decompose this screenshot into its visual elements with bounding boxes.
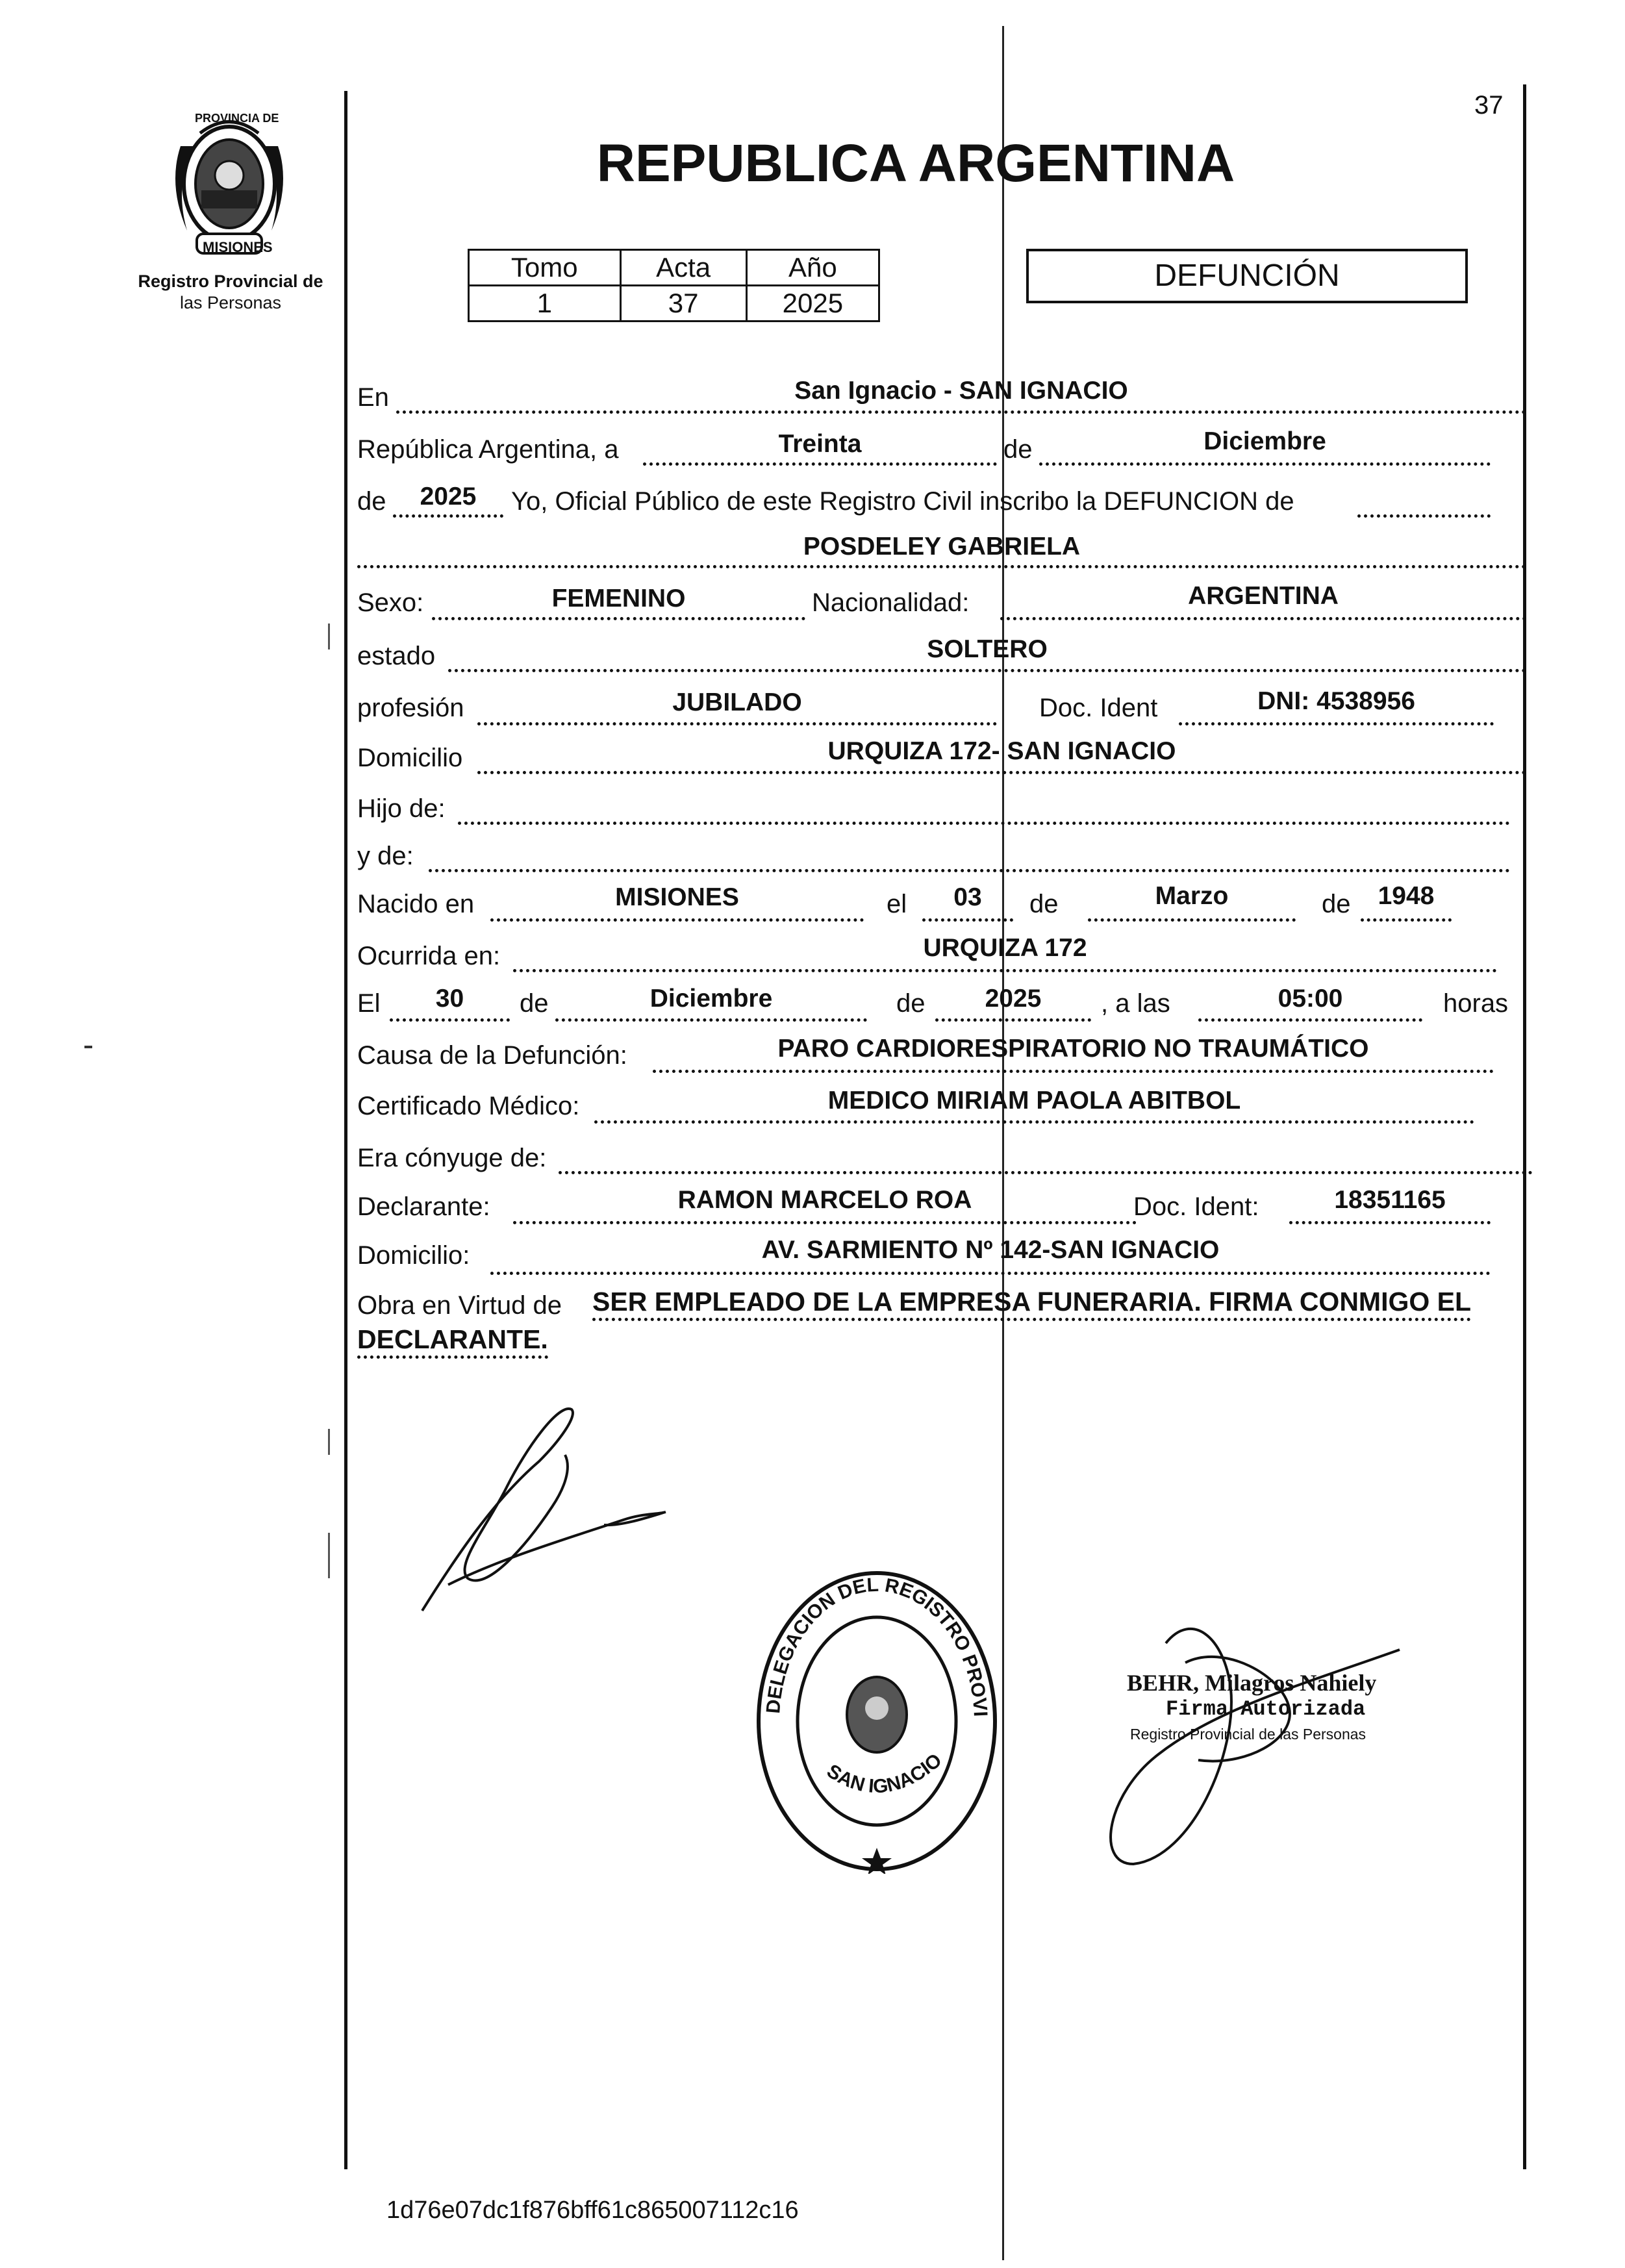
emblem-text-top: PROVINCIA DE — [195, 112, 279, 125]
dots-hijo-de — [458, 822, 1510, 825]
label-estado: estado — [357, 642, 436, 670]
value-lugar: San Ignacio - SAN IGNACIO — [794, 377, 1128, 405]
registry-name-line2: las Personas — [179, 293, 282, 312]
dots-declarante-doc — [1289, 1221, 1491, 1224]
emblem-text-bottom: MISIONES — [203, 239, 273, 255]
label-doc-ident-declarante: Doc. Ident: — [1133, 1192, 1259, 1221]
dots-inscribo — [1357, 514, 1491, 518]
stamp-line1: BEHR, Milagros Nahiely — [1127, 1670, 1377, 1696]
label-nacionalidad: Nacionalidad: — [812, 588, 970, 617]
volume-value-anio: 2025 — [746, 286, 879, 321]
label-profesion: profesión — [357, 694, 464, 722]
label-nacido-en: Nacido en — [357, 890, 475, 918]
dots-documento — [1179, 722, 1494, 725]
scan-mark — [84, 1046, 92, 1048]
value-nac-anio: 1948 — [1378, 882, 1435, 910]
value-declarante: RAMON MARCELO ROA — [677, 1186, 972, 1214]
authorized-stamp — [1094, 1598, 1432, 1884]
dots-lugar — [396, 410, 1526, 414]
delegation-seal — [753, 1569, 1000, 1874]
value-estado-civil: SOLTERO — [927, 635, 1048, 663]
volume-value-tomo: 1 — [469, 286, 621, 321]
value-domicilio: URQUIZA 172- SAN IGNACIO — [827, 737, 1176, 765]
dots-nacido-en — [490, 918, 864, 922]
dots-estado — [448, 669, 1526, 672]
dots-certificado — [594, 1120, 1474, 1124]
value-declarante-domicilio: AV. SARMIENTO Nº 142-SAN IGNACIO — [761, 1236, 1220, 1264]
label-de-nac-anio: de — [1322, 890, 1351, 918]
value-obra-line1: SER EMPLEADO DE LA EMPRESA FUNERARIA. FIRMA CONMIGO EL — [592, 1289, 1471, 1321]
dots-conyuge — [559, 1171, 1533, 1174]
value-nac-dia: 03 — [953, 883, 982, 911]
dots-profesion — [477, 722, 997, 725]
dots-declarante-domicilio — [490, 1272, 1491, 1275]
label-republica: República Argentina, a — [357, 435, 619, 464]
dots-def-hora — [1198, 1018, 1422, 1022]
label-certificado: Certificado Médico: — [357, 1092, 580, 1120]
dots-nac-anio — [1361, 918, 1452, 922]
dots-def-dia — [390, 1018, 510, 1022]
value-def-anio: 2025 — [985, 985, 1042, 1013]
page-number: 37 — [1474, 91, 1504, 120]
label-conyuge: Era cónyuge de: — [357, 1144, 547, 1172]
volume-table-values — [469, 286, 879, 321]
scan-mark — [328, 1429, 330, 1455]
left-margin-rule — [344, 91, 347, 2169]
dots-y-de — [429, 869, 1510, 872]
scan-mark — [328, 624, 330, 649]
label-obra: Obra en Virtud de — [357, 1291, 562, 1320]
svg-text:SAN IGNACIO — [823, 1750, 946, 1798]
label-doc-ident: Doc. Ident — [1039, 694, 1158, 722]
label-de-def-mes: de — [520, 989, 549, 1018]
value-def-mes: Diciembre — [649, 985, 773, 1013]
label-de-anio: de — [357, 487, 386, 516]
label-el-cap: El — [357, 989, 381, 1018]
dots-nac-mes — [1088, 918, 1296, 922]
label-en: En — [357, 383, 389, 412]
label-de-nac-mes: de — [1029, 890, 1059, 918]
dots-dia-letras — [643, 462, 997, 466]
dots-declarante — [513, 1221, 1137, 1224]
dots-mes — [1039, 462, 1491, 466]
value-nacionalidad: ARGENTINA — [1188, 582, 1339, 610]
value-ocurrida-en: URQUIZA 172 — [923, 934, 1087, 962]
dots-anio — [393, 514, 503, 518]
volume-header-tomo: Tomo — [469, 250, 621, 286]
label-ocurrida-en: Ocurrida en: — [357, 942, 501, 970]
dots-def-mes — [555, 1018, 867, 1022]
volume-header-anio: Año — [746, 250, 879, 286]
document-hash: 1d76e07dc1f876bff61c865007112c16 — [386, 2197, 799, 2224]
value-declarante-doc: 18351165 — [1334, 1186, 1446, 1214]
value-anio: 2025 — [420, 483, 477, 510]
value-nac-mes: Marzo — [1155, 882, 1229, 910]
stamp-line3: Registro Provincial de las Personas — [1130, 1726, 1367, 1743]
seal-inner-text: SAN IGNACIO — [823, 1749, 946, 1798]
label-el: el — [887, 890, 907, 918]
volume-table — [468, 249, 880, 322]
declarant-signature — [409, 1396, 682, 1617]
dots-domicilio — [477, 771, 1526, 774]
value-fallecido: POSDELEY GABRIELA — [803, 533, 1081, 561]
volume-table-header — [469, 250, 879, 286]
volume-header-acta: Acta — [620, 250, 746, 286]
value-def-hora: 05:00 — [1278, 985, 1343, 1013]
value-documento: DNI: 4538956 — [1257, 687, 1415, 715]
dots-causa — [653, 1070, 1494, 1073]
label-y-de: y de: — [357, 842, 414, 870]
volume-value-acta: 37 — [620, 286, 746, 321]
label-domicilio-declarante: Domicilio: — [357, 1241, 470, 1270]
dots-fallecido — [357, 565, 1526, 568]
dots-ocurrida-en — [513, 969, 1497, 972]
label-hijo-de: Hijo de: — [357, 794, 446, 823]
label-horas: horas — [1443, 989, 1509, 1018]
value-def-dia: 30 — [435, 985, 464, 1013]
label-causa: Causa de la Defunción: — [357, 1041, 627, 1070]
label-de-mes: de — [1003, 435, 1033, 464]
label-yo-oficial: Yo, Oficial Público de este Registro Civil inscribo la DEFUNCION de — [511, 487, 1294, 516]
center-fold-line — [1002, 26, 1004, 2260]
value-profesion: JUBILADO — [672, 688, 802, 716]
dots-def-anio — [935, 1018, 1091, 1022]
value-mes: Diciembre — [1203, 427, 1326, 455]
province-emblem — [155, 107, 304, 260]
record-type-box: DEFUNCIÓN — [1026, 249, 1468, 303]
label-declarante: Declarante: — [357, 1192, 490, 1221]
value-certificado: MEDICO MIRIAM PAOLA ABITBOL — [827, 1087, 1241, 1115]
value-dia-letras: Treinta — [778, 430, 862, 458]
value-obra-line2: DECLARANTE. — [357, 1326, 548, 1359]
registry-name-line1: Registro Provincial de — [138, 271, 323, 291]
label-a-las: , a las — [1101, 989, 1170, 1018]
dots-nac-dia — [922, 918, 1013, 922]
dots-nacionalidad — [1000, 617, 1526, 620]
label-domicilio: Domicilio — [357, 744, 463, 772]
stamp-line2: Firma Autorizada — [1166, 1697, 1366, 1721]
value-sexo: FEMENINO — [551, 585, 686, 612]
value-causa: PARO CARDIORESPIRATORIO NO TRAUMÁTICO — [777, 1035, 1369, 1063]
seal-outer-text: DELEGACION DEL REGISTRO PROVI — [762, 1574, 991, 1717]
document-title: REPUBLICA ARGENTINA — [596, 134, 1235, 193]
scan-mark — [328, 1533, 330, 1578]
value-nacido-en: MISIONES — [615, 883, 739, 911]
label-de-def-anio: de — [896, 989, 926, 1018]
dots-sexo — [432, 617, 805, 620]
label-sexo: Sexo: — [357, 588, 424, 617]
